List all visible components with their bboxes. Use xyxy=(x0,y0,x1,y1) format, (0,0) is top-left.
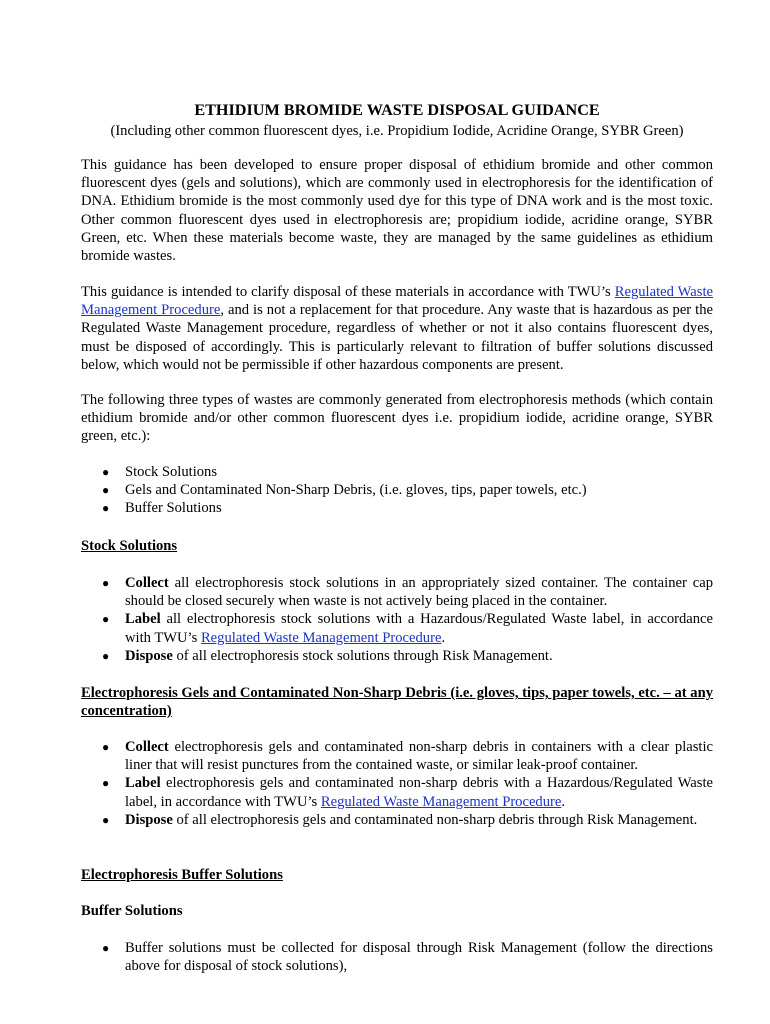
document-title: ETHIDIUM BROMIDE WASTE DISPOSAL GUIDANCE xyxy=(194,101,600,119)
buffer-solutions-section-heading: Electrophoresis Buffer Solutions xyxy=(81,867,283,883)
regulated-waste-procedure-link[interactable]: Regulated Waste Management Procedure xyxy=(81,284,713,319)
list-item: ● Buffer Solutions xyxy=(102,500,222,517)
list-item: ● Label all electrophoresis stock solutions with a Hazardous/Regulated Waste label, in accordance with TWU’s Regulated Waste Management Procedure. xyxy=(102,611,713,646)
bullet-icon: ● xyxy=(102,740,110,754)
stock-solutions-list xyxy=(81,574,713,665)
bullet-icon: ● xyxy=(102,576,110,590)
bullet-icon: ● xyxy=(102,812,110,827)
buffer-solutions-list xyxy=(81,939,713,975)
list-item: ● Collect electrophoresis gels and contaminated non-sharp debris in containers with a clear plastic liner that will resist punctures from the contained waste, or similar leak-proof container. xyxy=(102,739,713,774)
bullet-icon: ● xyxy=(102,465,110,479)
list-item: ● Collect all electrophoresis stock solutions in an appropriately sized container. The container cap should be closed securely when waste is not actively being placed in the container. xyxy=(102,575,713,610)
bullet-icon: ● xyxy=(102,941,110,955)
bullet-icon: ● xyxy=(102,501,110,516)
list-item: ● Gels and Contaminated Non-Sharp Debris, (i.e. gloves, tips, paper towels, etc.) xyxy=(102,482,587,499)
list-item: ● Dispose of all electrophoresis gels and contaminated non-sharp debris through Risk Management. xyxy=(102,811,698,828)
bullet-icon: ● xyxy=(102,776,110,791)
gels-debris-heading: Electrophoresis Gels and Contaminated Non-Sharp Debris (i.e. gloves, tips, paper towels, etc. – at any concentration) xyxy=(81,685,713,720)
regulated-waste-procedure-link[interactable]: Regulated Waste Management Procedure xyxy=(320,793,562,810)
gels-debris-list xyxy=(81,738,713,829)
list-item: ● Stock Solutions xyxy=(102,464,218,480)
purpose-paragraph xyxy=(81,283,713,374)
list-item: ● Buffer solutions must be collected for disposal through Risk Management (follow the directions above for disposal of stock solutions), xyxy=(102,940,713,975)
purpose-text-after: , and is not a replacement for that procedure. Any waste that is hazardous as per the Regulated Waste Management procedure, regardless of whether or not it also contains fluorescent dyes, must be disposed of accordingly. This is particularly relevant to filtration of buffer solutions discussed below, which would not be permissible if other hazardous components are present. xyxy=(81,302,713,373)
regulated-waste-procedure-link[interactable]: Regulated Waste Management Procedure xyxy=(200,629,442,646)
list-item: ● Label electrophoresis gels and contaminated non-sharp debris with a Hazardous/Regulated Waste label, in accordance with TWU’s Regulated Waste Management Procedure. xyxy=(102,775,713,810)
bullet-icon: ● xyxy=(102,612,110,627)
list-item: ● Dispose of all electrophoresis stock solutions through Risk Management. xyxy=(102,647,553,664)
waste-types-list xyxy=(81,463,713,518)
bullet-icon: ● xyxy=(102,483,110,498)
waste-types-intro: The following three types of wastes are commonly generated from electrophoresis methods (which contain ethidium bromide and/or other common fluorescent dyes i.e. propidium iodide, acridine orange, SYBR green, etc.): xyxy=(81,392,713,445)
buffer-solutions-subheading: Buffer Solutions xyxy=(81,903,183,919)
bullet-icon: ● xyxy=(102,648,110,663)
stock-solutions-heading: Stock Solutions xyxy=(81,538,178,554)
document-subtitle: (Including other common fluorescent dyes, i.e. Propidium Iodide, Acridine Orange, SYBR Green) xyxy=(110,123,684,139)
purpose-text-before: This guidance is intended to clarify disposal of these materials in accordance with TWU’s xyxy=(81,284,615,300)
intro-paragraph: This guidance has been developed to ensure proper disposal of ethidium bromide and other common fluorescent dyes (gels and solutions), which are commonly used in electrophoresis for the identification of DNA. Ethidium bromide is the most commonly used dye for this type of DNA work and is the most toxic. Other common fluorescent dyes used in electrophoresis are; propidium iodide, acridine orange, SYBR Green, etc. When these materials become waste, they are managed by the same guidelines as ethidium bromide wastes. xyxy=(81,157,713,265)
